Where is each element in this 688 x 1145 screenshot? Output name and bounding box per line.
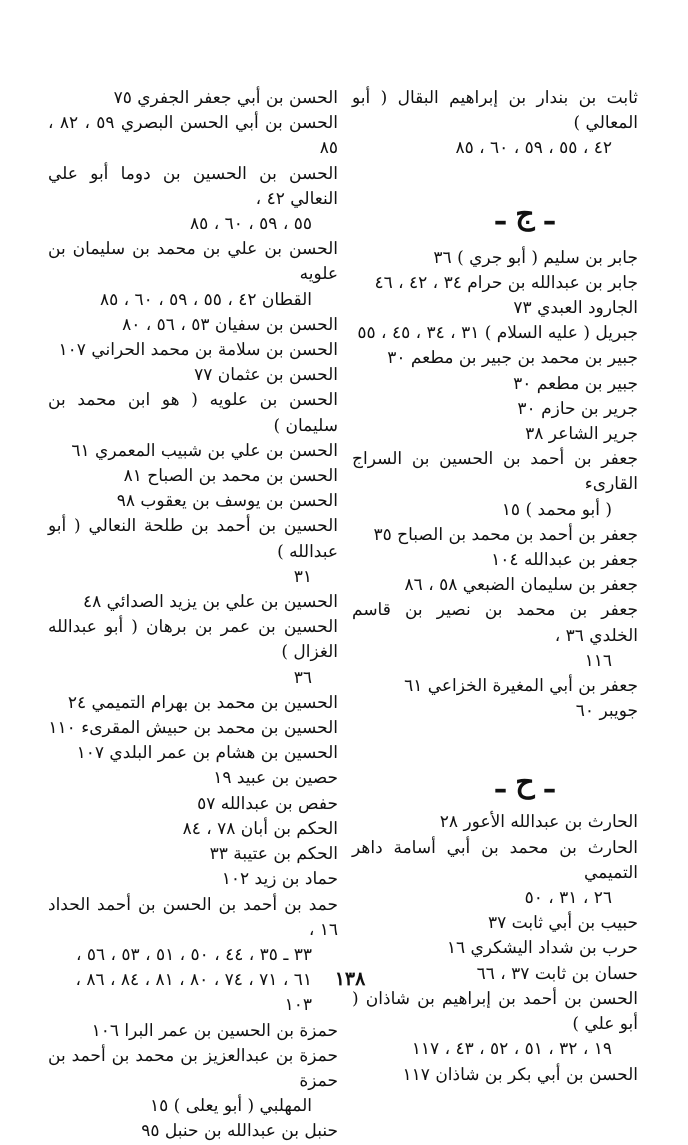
index-entry: جبريل ( عليه السلام ) ٣١ ، ٣٤ ، ٤٥ ، ٥٥: [357, 323, 638, 344]
index-entry: جبير بن محمد بن جبير بن مطعم ٣٠: [387, 348, 638, 369]
index-entry: الحسن بن أبي جعفر الجفري ٧٥: [113, 88, 338, 108]
index-entry: جعفر بن أبي المغيرة الخزاعي ٦١: [404, 676, 638, 697]
page-number: ١٣٨: [334, 968, 366, 990]
index-entry-continuation: ٤٢ ، ٥٥ ، ٥٩ ، ٦٠ ، ٨٥: [455, 138, 612, 159]
index-entry: الحسن بن سفيان ٥٣ ، ٥٦ ، ٨٠: [122, 314, 338, 335]
index-entry: الحسن بن يوسف بن يعقوب ٩٨: [116, 491, 338, 512]
index-entry: الجارود العبدي ٧٣: [513, 298, 638, 319]
index-entry: الحسين بن أحمد بن طلحة النعالي ( أبو عبدالله ): [48, 516, 338, 562]
index-entry: جرير بن حازم ٣٠: [517, 398, 638, 419]
index-entry: الحكم بن أبان ٧٨ ، ٨٤: [182, 818, 338, 839]
index-entry: حسان بن ثابت ٣٧ ، ٦٦: [476, 963, 638, 984]
index-entry: جابر بن عبدالله بن حرام ٣٤ ، ٤٢ ، ٤٦: [374, 272, 638, 293]
index-entry: الحارث بن عبدالله الأعور ٢٨: [439, 812, 638, 833]
index-entry: الحسين بن عمر بن برهان ( أبو عبدالله الغزال ): [48, 617, 338, 663]
index-entry: الحسن بن علي بن محمد بن سليمان بن علويه: [48, 239, 338, 285]
index-entry: الحسين بن محمد بن حبيش المقرىء ١١٠: [48, 718, 338, 739]
index-entry: الحسن بن علويه ( هو ابن محمد بن سليمان ): [48, 390, 338, 436]
index-entry: الحسن بن أبي بكر بن شاذان ١١٧: [402, 1064, 638, 1085]
index-entry: الحسن بن أبي الحسن البصري ٥٩ ، ٨٢ ، ٨٥: [48, 113, 339, 159]
section-heading-ha: ـ ح ـ: [496, 765, 554, 801]
index-entry-continuation: ١١٦: [584, 650, 612, 671]
index-entry: حصين بن عبيد ١٩: [213, 768, 338, 789]
index-entry-continuation: ٣٣ ـ ٣٥ ، ٤٤ ، ٥٠ ، ٥١ ، ٥٣ ، ٥٦ ،: [75, 944, 312, 965]
index-entry: حرب بن شداد اليشكري ١٦: [446, 938, 638, 959]
index-entry-continuation: ٣٦: [293, 667, 312, 688]
index-entry: حمزة بن الحسين بن عمر البرا ١٠٦: [91, 1020, 338, 1041]
index-entry: حماد بن زيد ١٠٢: [221, 869, 338, 890]
index-entry: جعفر بن أحمد بن الحسين بن السراج القارىء: [352, 449, 638, 495]
index-entry: حفص بن عبدالله ٥٧: [197, 793, 338, 814]
index-entry: ثابت بن بندار بن إبراهيم البقال ( أبو المعالي ): [352, 88, 638, 134]
index-entry: الحكم بن عتيبة ٣٣: [209, 844, 338, 865]
section-heading-jim: ـ ج ـ: [496, 196, 554, 232]
index-entry: الحسن بن أحمد بن إبراهيم بن شاذان ( أبو علي ): [352, 988, 638, 1035]
index-entry: حبيب بن أبي ثابت ٣٧: [488, 913, 638, 934]
index-entry: جرير الشاعر ٣٨: [525, 424, 638, 445]
index-entry-continuation: المهلبي ( أبو يعلى ) ١٥: [149, 1096, 312, 1117]
index-entry: جعفر بن عبدالله ١٠٤: [491, 550, 638, 571]
index-entry: حمد بن أحمد بن الحسن بن أحمد الحداد ١٦ ،: [48, 894, 338, 940]
index-entry: جعفر بن محمد بن نصير بن قاسم الخلدي ٣٦ ،: [352, 600, 638, 646]
index-entry-continuation: ٥٥ ، ٥٩ ، ٦٠ ، ٨٥: [190, 214, 312, 235]
index-entry-continuation: ٢٦ ، ٣١ ، ٥٠: [524, 888, 612, 909]
index-entry: الحسين بن هشام بن عمر البلدي ١٠٧: [76, 743, 338, 764]
index-column-right: [352, 86, 638, 1088]
index-entry: جعفر بن أحمد بن محمد بن الصباح ٣٥: [373, 524, 638, 545]
index-entry-continuation: ١٩ ، ٣٢ ، ٥١ ، ٥٢ ، ٤٣ ، ١١٧: [411, 1039, 612, 1060]
index-entry: الحسن بن الحسين بن دوما أبو علي النعالي ٤٢ ،: [48, 163, 338, 209]
index-entry: الحسن بن عثمان ٧٧: [194, 365, 338, 386]
index-entry: الحسن بن محمد بن الصباح ٨١: [123, 466, 338, 487]
index-entry-continuation: القطان ٤٢ ، ٥٥ ، ٥٩ ، ٦٠ ، ٨٥: [99, 289, 312, 310]
index-entry: الحسين بن علي بن يزيد الصدائي ٤٨: [82, 592, 338, 613]
index-entry-continuation: ( أبو محمد ) ١٥: [501, 499, 612, 520]
index-entry-continuation: ٦١ ، ٧١ ، ٧٤ ، ٨٠ ، ٨١ ، ٨٤ ، ٨٦ ،: [75, 970, 312, 991]
index-entry: حمزة بن عبدالعزيز بن محمد بن أحمد بن حمزة: [48, 1045, 338, 1091]
index-entry-continuation: ١٠٣: [284, 995, 312, 1016]
index-entry: حنبل بن عبدالله بن حنبل ٩٥: [141, 1121, 338, 1142]
index-entry-continuation: ٣١: [293, 566, 312, 587]
index-entry: جابر بن سليم ( أبو جري ) ٣٦: [433, 247, 638, 268]
index-entry: جعفر بن سليمان الضبعي ٥٨ ، ٨٦: [404, 575, 638, 596]
index-entry: الحسن بن علي بن شبيب المعمري ٦١: [71, 440, 338, 461]
index-entry: جويبر ٦٠: [575, 701, 638, 722]
index-entry: جبير بن مطعم ٣٠: [513, 373, 638, 394]
index-entry: الحارث بن محمد بن أبي أسامة داهر التميمي: [352, 837, 638, 883]
index-entry: الحسين بن محمد بن بهرام التميمي ٢٤: [67, 692, 338, 713]
index-entry: الحسن بن سلامة بن محمد الحراني ١٠٧: [58, 340, 338, 361]
